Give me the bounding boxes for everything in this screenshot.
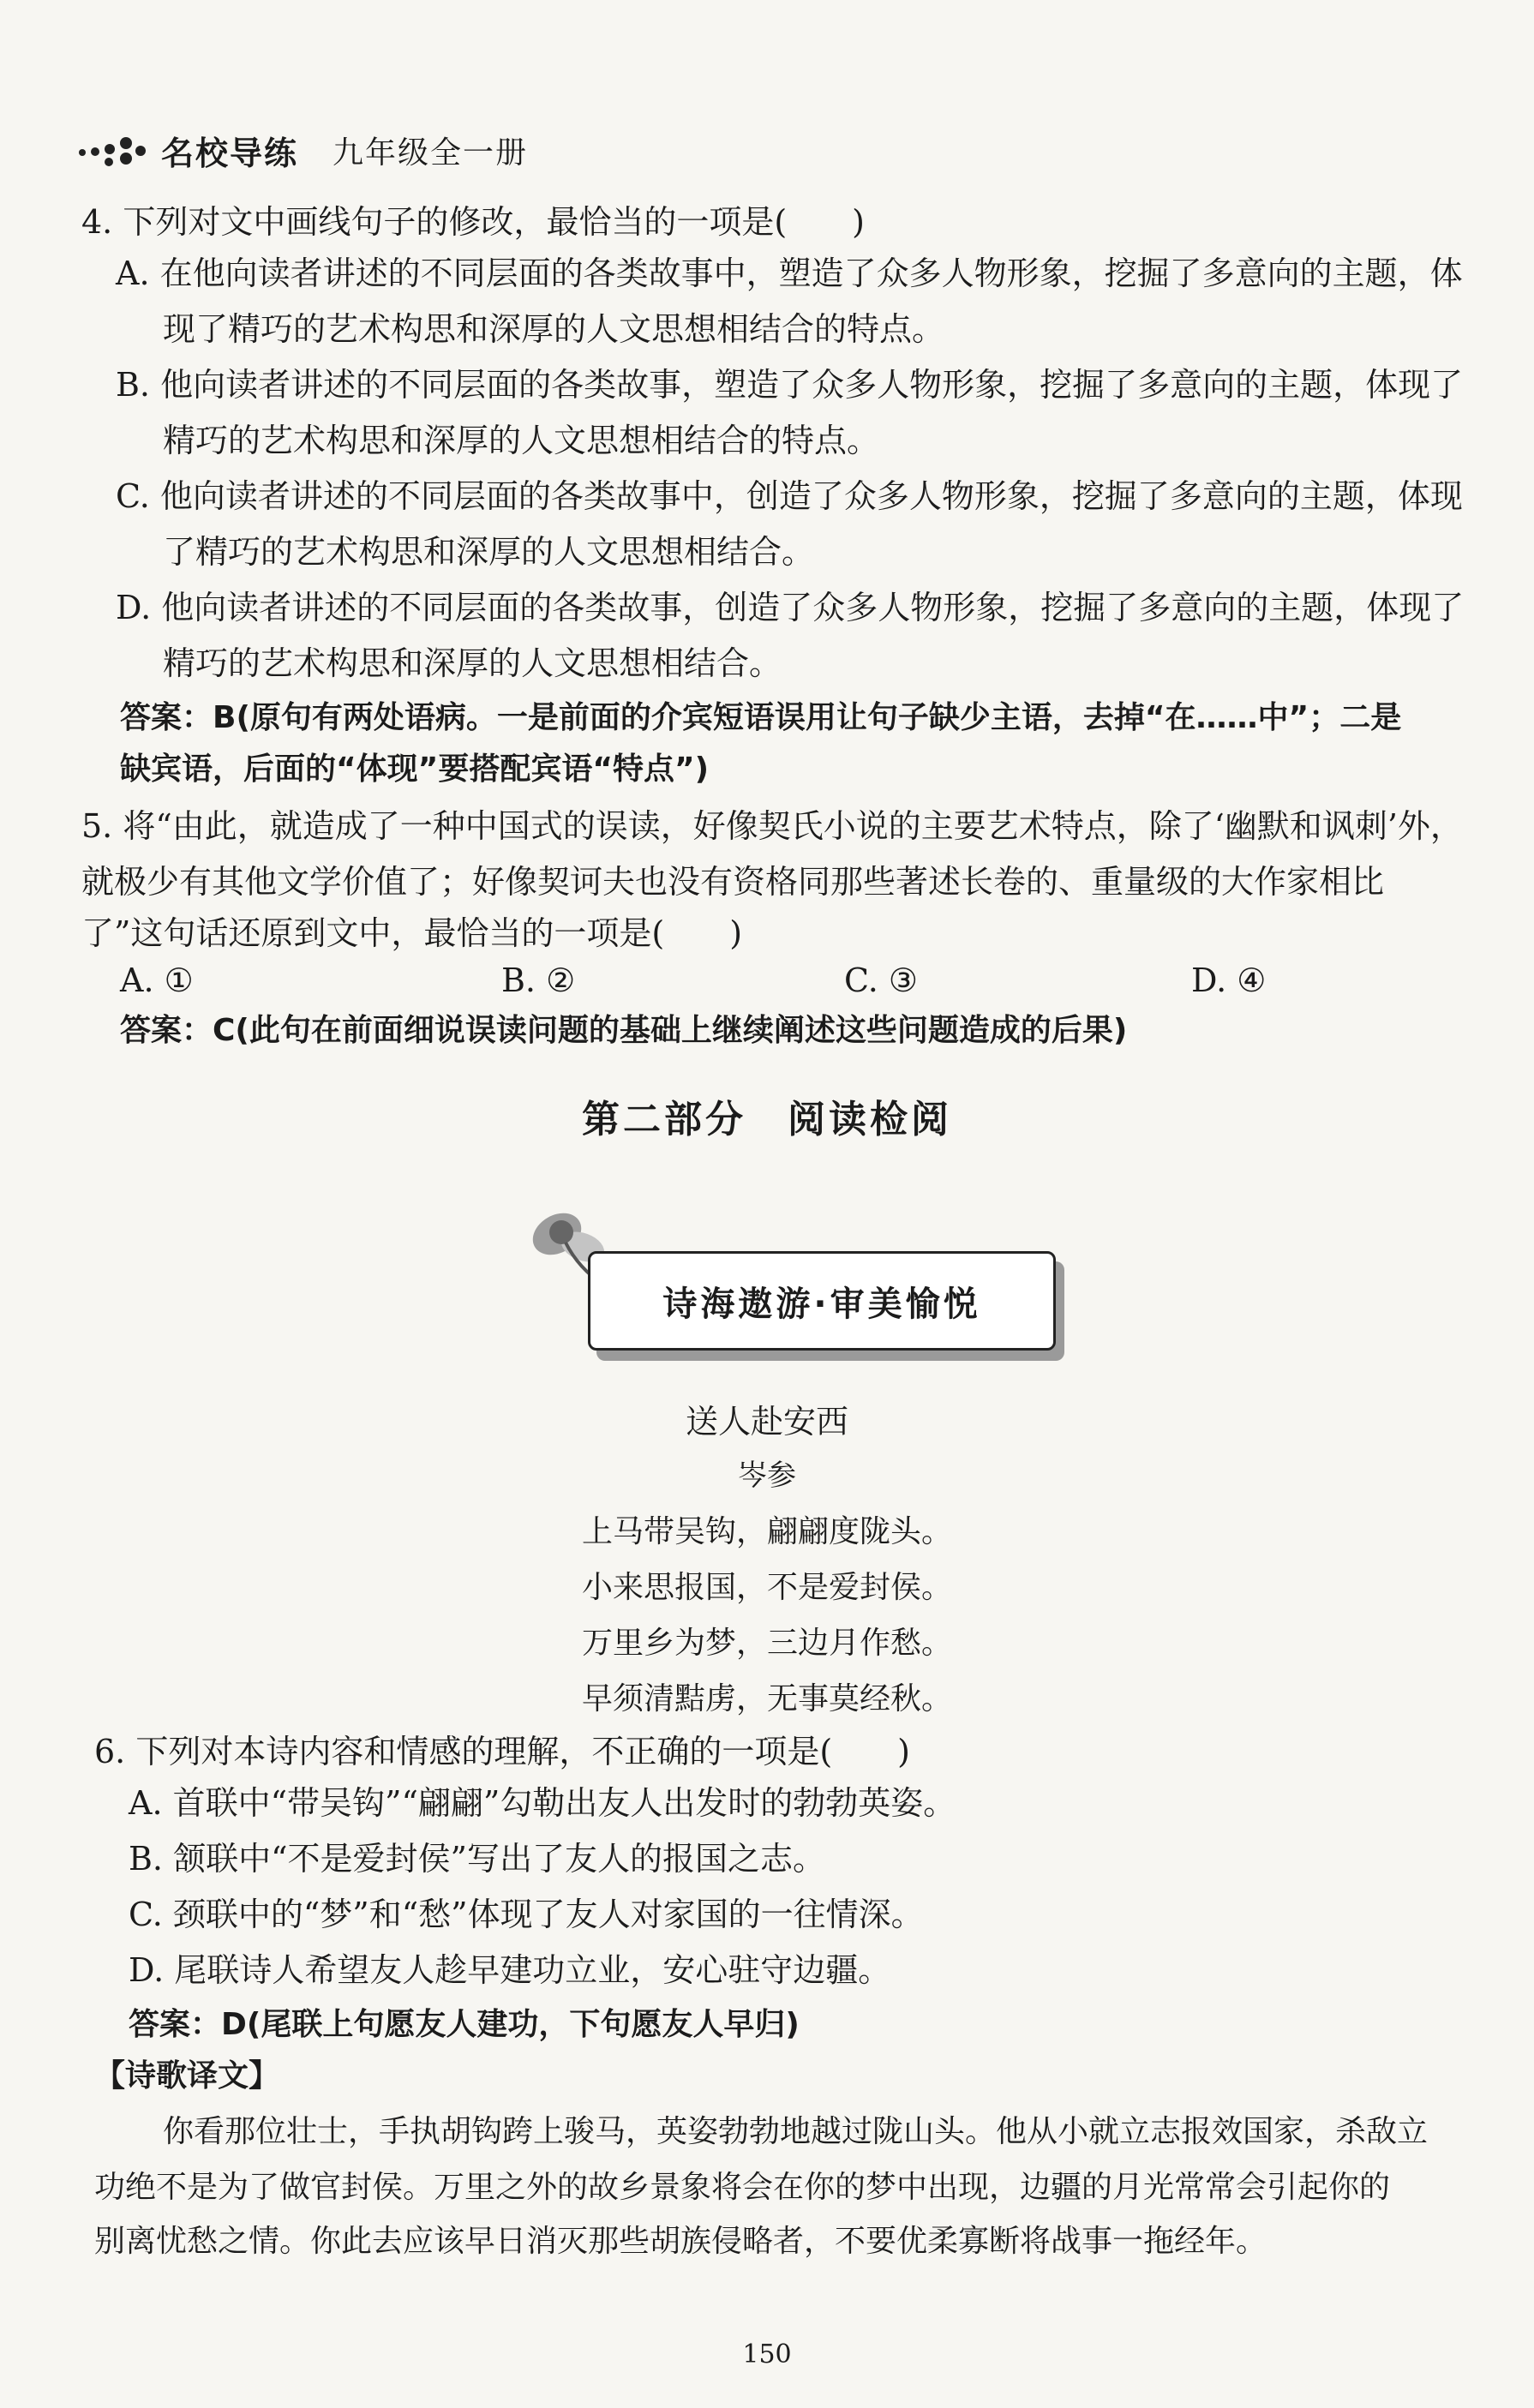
page-number: 150 bbox=[742, 2339, 792, 2369]
dots-logo-icon bbox=[79, 134, 147, 168]
q5-option-d: D. ④ bbox=[1191, 961, 1267, 999]
book-subtitle: 九年级全一册 bbox=[333, 135, 529, 171]
translation-line-1: 你看那位壮士，手执胡钩跨上骏马，英姿勃勃地越过陇山头。他从小就立志报效国家，杀敌立 bbox=[163, 2114, 1429, 2149]
q4-option-d: D. 他向读者讲述的不同层面的各类故事，创造了众多人物形象，挖掘了多意向的主题，体现了 bbox=[116, 589, 1465, 626]
q4-option-b-cont: 精巧的艺术构思和深厚的人文思想相结合的特点。 bbox=[163, 422, 880, 459]
poem-line-4: 早须清黠虏，无事莫经秋。 bbox=[581, 1681, 952, 1716]
q4-answer: 答案：B(原句有两处语病。一是前面的介宾短语误用让句子缺少主语，去掉“在……中”；二是 bbox=[120, 700, 1402, 735]
q5-option-c: C. ③ bbox=[844, 961, 918, 999]
section-title: 第二部分 阅读检阅 bbox=[582, 1098, 952, 1141]
q5-stem-cont-2: 了”这句话还原到文中，最恰当的一项是( ) bbox=[81, 914, 743, 952]
translation-line-3: 别离忧愁之情。你此去应该早日消灭那些胡族侵略者，不要优柔寡断将战事一拖经年。 bbox=[94, 2224, 1267, 2259]
q4-stem: 4. 下列对文中画线句子的修改，最恰当的一项是( ) bbox=[81, 203, 865, 241]
q6-option-d: D. 尾联诗人希望友人趁早建功立业，安心驻守边疆。 bbox=[129, 1951, 891, 1989]
q5-option-b: B. ② bbox=[501, 961, 576, 999]
q6-option-c: C. 颈联中的“梦”和“愁”体现了友人对家国的一往情深。 bbox=[129, 1896, 924, 1933]
q6-stem: 6. 下列对本诗内容和情感的理解，不正确的一项是( ) bbox=[94, 1733, 910, 1770]
brand-title: 名校导练 bbox=[161, 135, 299, 172]
q5-stem: 5. 将“由此，就造成了一种中国式的误读，好像契氏小说的主要艺术特点，除了‘幽默和讽刺’外， bbox=[81, 807, 1463, 845]
section-banner: 诗海遨游·审美愉悦 bbox=[588, 1251, 1056, 1351]
translation-tag: 【诗歌译文】 bbox=[94, 2058, 280, 2094]
q4-option-d-cont: 精巧的艺术构思和深厚的人文思想相结合。 bbox=[163, 644, 782, 682]
q6-answer: 答案：D(尾联上句愿友人建功，下句愿友人早归) bbox=[129, 2007, 800, 2042]
q4-option-c-cont: 了精巧的艺术构思和深厚的人文思想相结合。 bbox=[163, 533, 815, 571]
page-header bbox=[79, 127, 528, 174]
q6-option-b: B. 颔联中“不是爱封侯”写出了友人的报国之志。 bbox=[129, 1840, 825, 1878]
poem-title: 送人赴安西 bbox=[685, 1403, 848, 1441]
poem-line-1: 上马带吴钩，翩翩度陇头。 bbox=[581, 1514, 952, 1549]
q6-option-a: A. 首联中“带吴钩”“翩翩”勾勒出友人出发时的勃勃英姿。 bbox=[129, 1784, 956, 1822]
q4-option-c: C. 他向读者讲述的不同层面的各类故事中，创造了众多人物形象，挖掘了多意向的主题，体现 bbox=[116, 477, 1463, 515]
poem-line-2: 小来思报国，不是爱封侯。 bbox=[581, 1570, 952, 1605]
q5-option-a: A. ① bbox=[120, 961, 194, 999]
translation-line-2: 功绝不是为了做官封侯。万里之外的故乡景象将会在你的梦中出现，边疆的月光常常会引起你的 bbox=[94, 2170, 1391, 2205]
q4-option-a: A. 在他向读者讲述的不同层面的各类故事中，塑造了众多人物形象，挖掘了多意向的主题，体 bbox=[116, 255, 1463, 292]
poem-author: 岑参 bbox=[738, 1459, 796, 1493]
poem-line-3: 万里乡为梦，三边月作愁。 bbox=[581, 1626, 952, 1661]
q5-answer: 答案：C(此句在前面细说误读问题的基础上继续阐述这些问题造成的后果) bbox=[120, 1013, 1128, 1048]
q4-answer-cont: 缺宾语，后面的“体现”要搭配宾语“特点”) bbox=[120, 752, 710, 787]
q5-stem-cont-1: 就极少有其他文学价值了；好像契诃夫也没有资格同那些著述长卷的、重量级的大作家相比 bbox=[81, 863, 1385, 901]
q4-option-b: B. 他向读者讲述的不同层面的各类故事，塑造了众多人物形象，挖掘了多意向的主题，体现了 bbox=[116, 366, 1464, 404]
q4-option-a-cont: 现了精巧的艺术构思和深厚的人文思想相结合的特点。 bbox=[163, 310, 945, 348]
